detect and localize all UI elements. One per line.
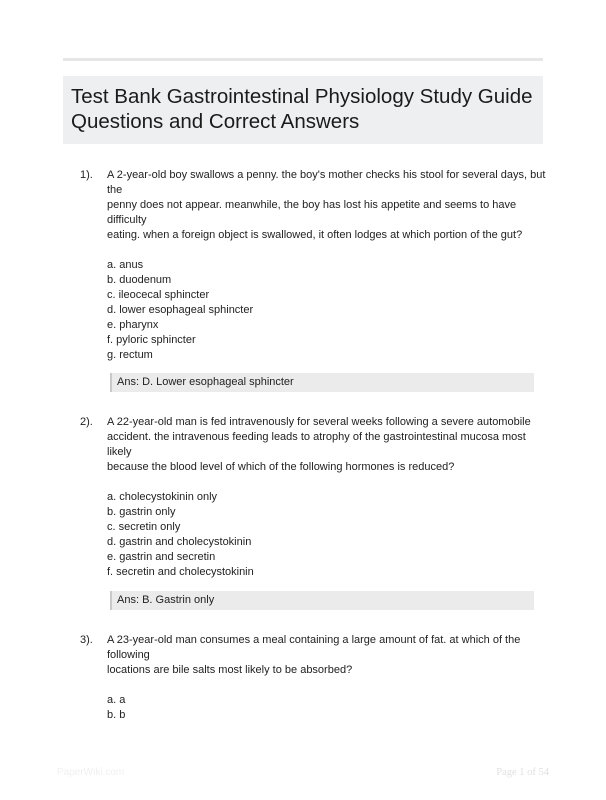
question-text-line: locations are bile salts most likely to be absorbed? xyxy=(107,664,353,676)
question-text-line: A 22-year-old man is fed intravenously for several weeks following a severe automobile xyxy=(107,416,531,428)
option-item: c. ileocecal sphincter xyxy=(107,289,210,301)
question-text-line: A 23-year-old man consumes a meal containing a large amount of fat. at which of the xyxy=(107,634,521,646)
option-item: a. a xyxy=(107,694,126,706)
question-text-line: accident. the intravenous feeding leads to atrophy of the gastrointestinal mucosa most xyxy=(107,431,526,443)
option-item: e. gastrin and secretin xyxy=(107,551,216,563)
option-item: b. b xyxy=(107,709,126,721)
question-text-line: following xyxy=(107,649,150,661)
question-text-line: likely xyxy=(107,446,132,458)
footer-watermark: PaperWiki.com xyxy=(57,767,125,778)
question-number: 2). xyxy=(80,416,93,428)
question-text-line: difficulty xyxy=(107,214,147,226)
option-item: a. cholecystokinin only xyxy=(107,491,218,503)
option-item: g. rectum xyxy=(107,349,153,361)
question-text-line: eating. when a foreign object is swallowed, it often lodges at which portion of the gut? xyxy=(107,229,523,241)
answer-box-1: Ans: D. Lower esophageal sphincter xyxy=(110,373,534,392)
option-item: d. lower esophageal sphincter xyxy=(107,304,254,316)
title-box xyxy=(63,76,543,144)
option-item: b. gastrin only xyxy=(107,506,176,518)
page-counter: Page 1 of 54 xyxy=(496,767,549,778)
answer-box-2: Ans: B. Gastrin only xyxy=(110,591,534,610)
page-title: Test Bank Gastrointestinal Physiology Study Guide Questions and Correct Answers xyxy=(71,85,533,133)
option-item: a. anus xyxy=(107,259,144,271)
answer-options xyxy=(107,258,527,363)
question-text xyxy=(107,633,537,678)
top-divider xyxy=(63,58,543,61)
question-text-line: penny does not appear. meanwhile, the boy has lost his appetite and seems to have xyxy=(107,199,517,211)
question-number: 3). xyxy=(80,634,93,646)
option-item: c. secretin only xyxy=(107,521,181,533)
question-text-line: A 2-year-old boy swallows a penny. the boy's mother checks his stool for several days, but xyxy=(107,169,546,181)
option-item: b. duodenum xyxy=(107,274,172,286)
option-item: f. pyloric sphincter xyxy=(107,334,196,346)
question-text-line: the xyxy=(107,184,123,196)
question-text-line: because the blood level of which of the following hormones is reduced? xyxy=(107,461,455,473)
question-text xyxy=(107,168,546,243)
answer-options xyxy=(107,490,527,580)
option-item: f. secretin and cholecystokinin xyxy=(107,566,254,578)
question-text xyxy=(107,415,537,475)
option-item: d. gastrin and cholecystokinin xyxy=(107,536,252,548)
option-item: e. pharynx xyxy=(107,319,159,331)
question-number: 1). xyxy=(80,169,93,181)
answer-options xyxy=(107,693,527,723)
